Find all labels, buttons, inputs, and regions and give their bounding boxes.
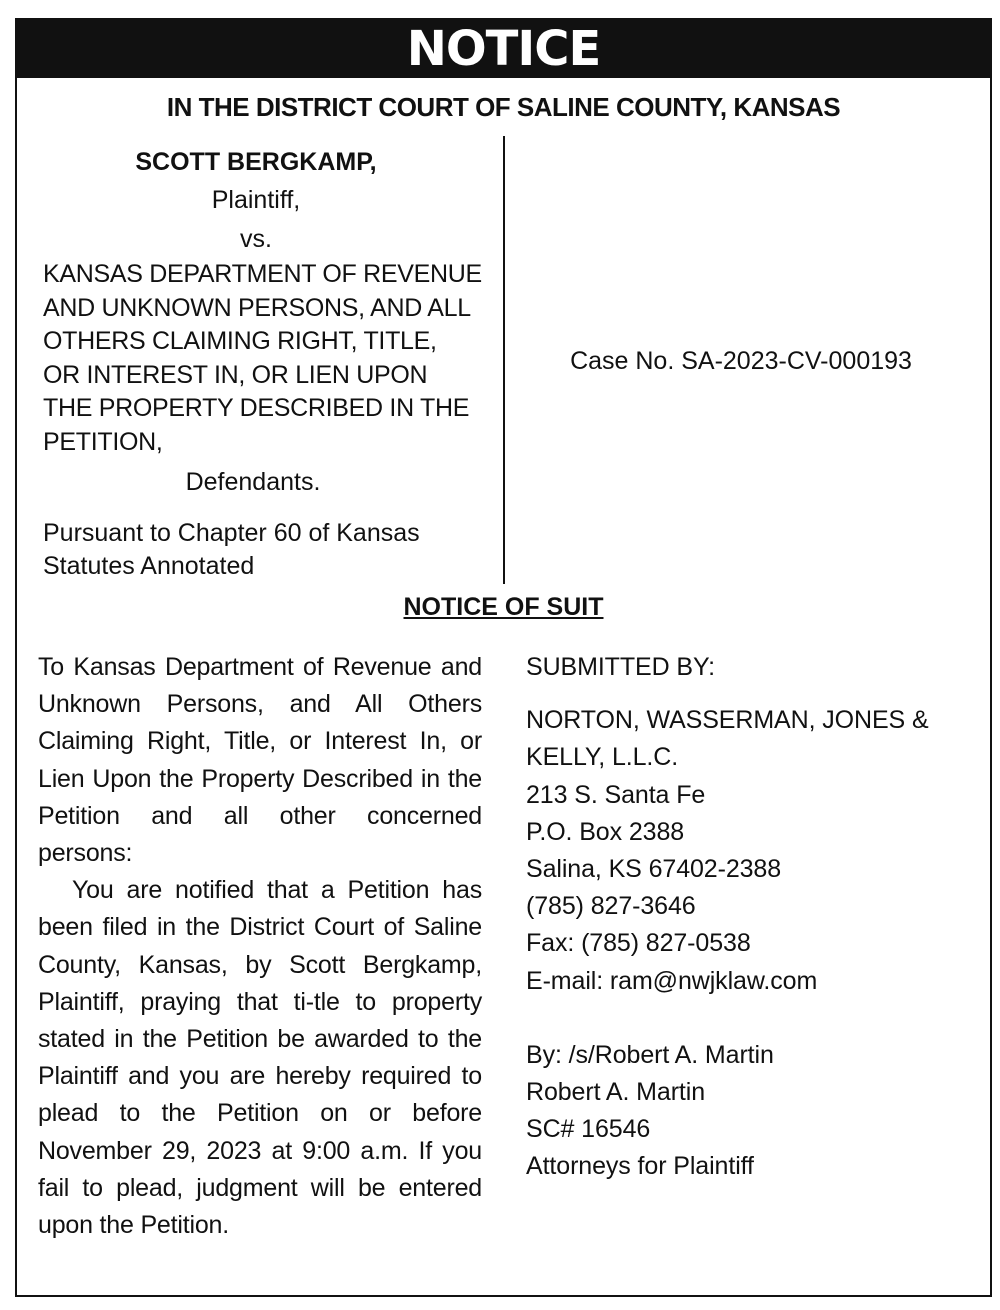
plaintiff-name: SCOTT BERGKAMP, bbox=[135, 148, 377, 176]
sc-number: SC# 16546 bbox=[526, 1115, 651, 1144]
caption-divider bbox=[503, 136, 505, 584]
notice-of-suit-label: NOTICE OF SUIT bbox=[403, 593, 604, 621]
firm-name-line: NORTON, WASSERMAN, JONES & bbox=[526, 706, 929, 735]
street-address: 213 S. Santa Fe bbox=[526, 780, 706, 809]
phone-number: (785) 827-3646 bbox=[526, 892, 696, 921]
attorney-role: Attorneys for Plaintiff bbox=[526, 1152, 754, 1181]
legal-notice bbox=[15, 18, 992, 1297]
defendant-line: OTHERS CLAIMING RIGHT, TITLE, bbox=[43, 327, 437, 355]
plaintiff-role: Plaintiff, bbox=[211, 186, 301, 214]
notice-paragraph: You are notified that a Petition has been filed in the District Court of Saline County, Kansas, by Scott Bergkamp, Plaintiff, praying that ti-tle to property stated in the Petition be awarded to the Plaintiff and you are hereby required to plead to the Petition on or before November 29, 2023 at 9:00 a.m. If you fail to plead, judgment will be entered upon the Petition. bbox=[38, 876, 482, 1240]
defendant-names bbox=[43, 258, 503, 459]
defendant-line: PETITION, bbox=[43, 427, 163, 456]
case-caption bbox=[43, 144, 503, 583]
pursuant-line: Statutes Annotated bbox=[43, 552, 255, 580]
submitted-by-label: SUBMITTED BY: bbox=[526, 653, 716, 681]
defendant-line: OR INTEREST IN, OR LIEN UPON bbox=[43, 360, 428, 389]
notice-body bbox=[38, 649, 482, 1244]
city-state-zip: Salina, KS 67402-2388 bbox=[526, 855, 782, 884]
addressee-paragraph: To Kansas Department of Revenue and Unknown Persons, and All Others Claiming Right, Title, or Interest In, or Lien Upon the Property Described in the Petition and all other concerned persons: bbox=[38, 653, 482, 868]
submitted-by-block bbox=[526, 649, 966, 1186]
attorney-name: Robert A. Martin bbox=[526, 1078, 706, 1107]
case-number: Case No. SA-2023-CV-000193 bbox=[570, 347, 912, 375]
email-address: E-mail: ram@nwjklaw.com bbox=[526, 966, 818, 995]
defendant-line: KANSAS DEPARTMENT OF REVENUE bbox=[43, 260, 482, 288]
pursuant-line: Pursuant to Chapter 60 of Kansas bbox=[43, 519, 420, 547]
signature-line: By: /s/Robert A. Martin bbox=[526, 1040, 774, 1069]
defendant-line: THE PROPERTY DESCRIBED IN THE bbox=[43, 394, 470, 422]
court-heading: IN THE DISTRICT COURT OF SALINE COUNTY, KANSAS bbox=[166, 92, 841, 122]
fax-number: Fax: (785) 827-0538 bbox=[526, 929, 751, 958]
pursuant-statement bbox=[43, 517, 503, 583]
firm-name-line: KELLY, L.L.C. bbox=[526, 743, 679, 772]
defendant-line: AND UNKNOWN PERSONS, AND ALL bbox=[43, 293, 471, 322]
versus-label: vs. bbox=[240, 225, 272, 253]
notice-banner: NOTICE bbox=[17, 20, 990, 78]
po-box: P.O. Box 2388 bbox=[526, 817, 685, 846]
defendant-role: Defendants. bbox=[185, 468, 321, 496]
notice-of-suit-title bbox=[17, 590, 990, 624]
